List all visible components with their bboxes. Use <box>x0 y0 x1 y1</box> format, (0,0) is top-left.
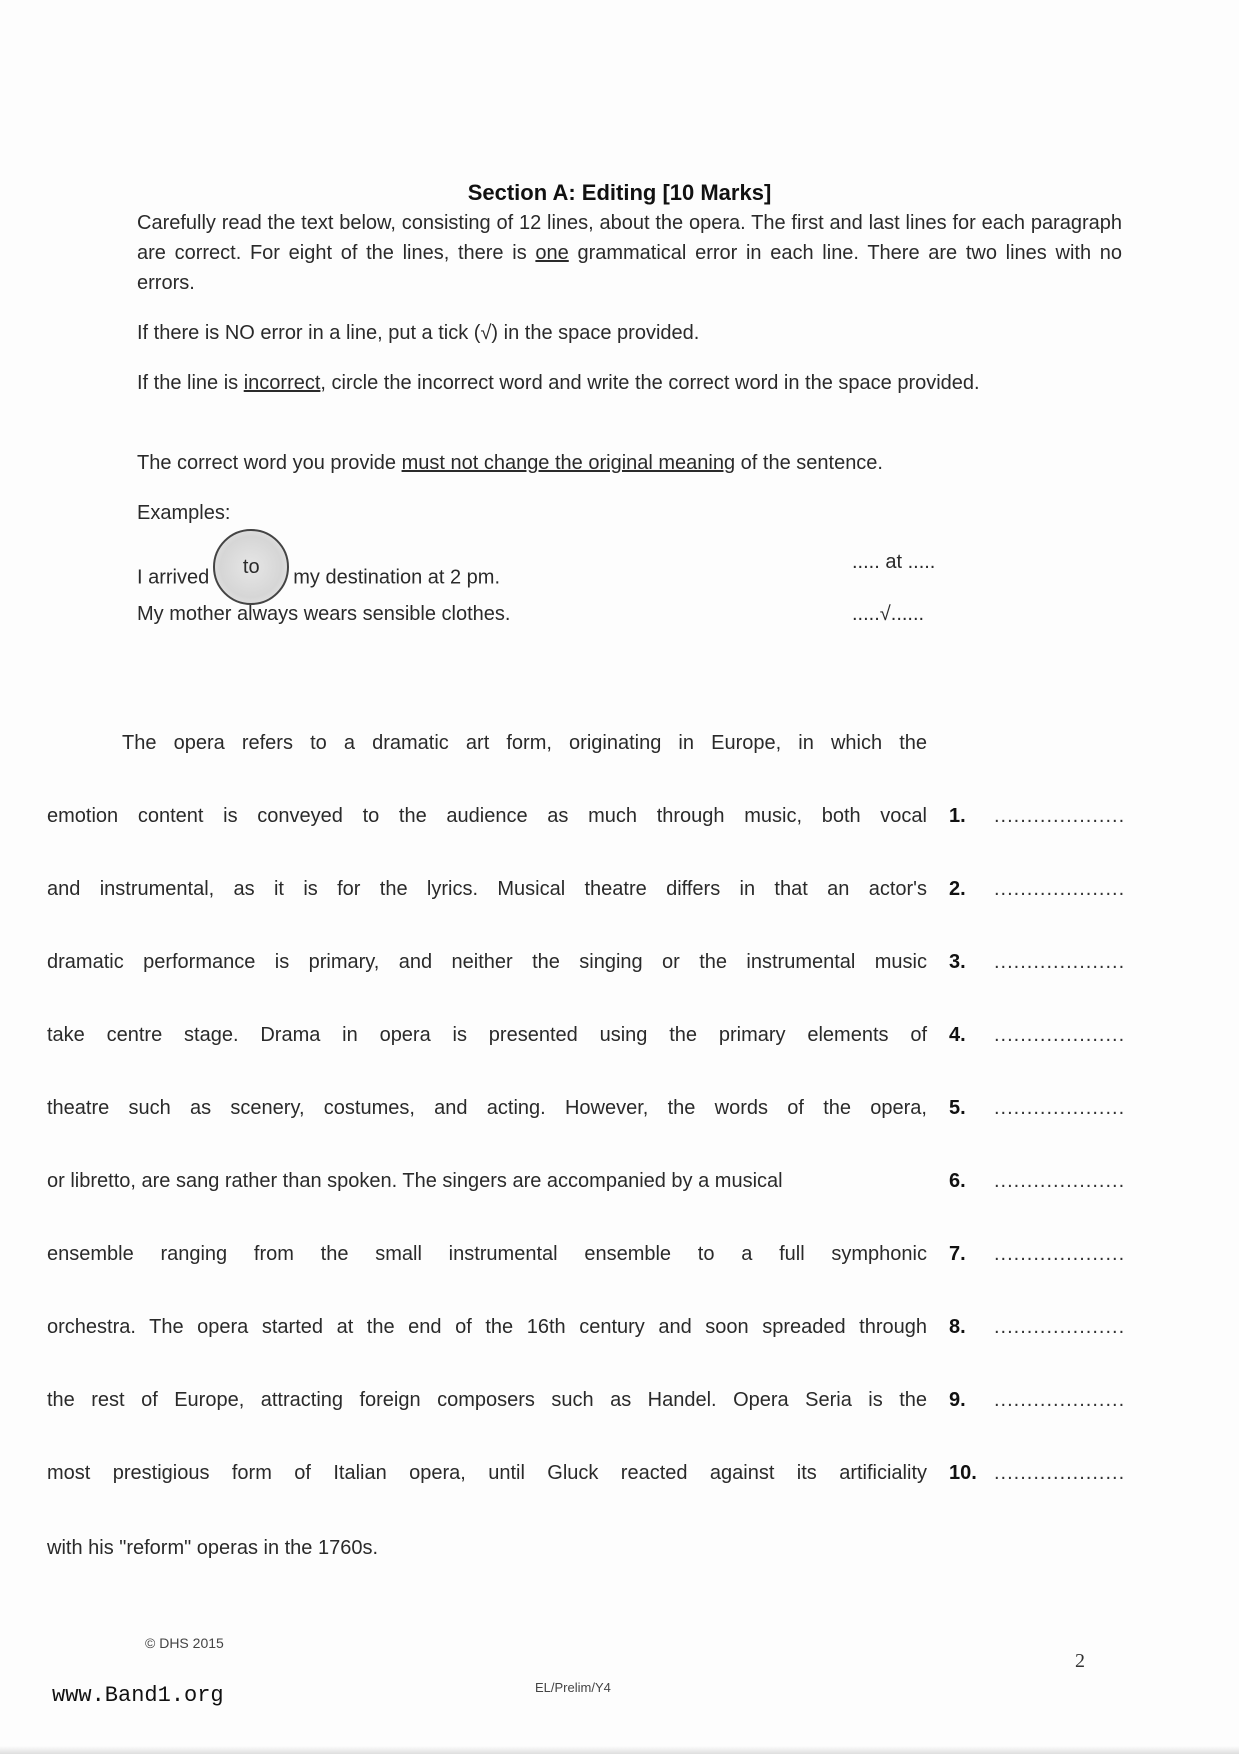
answer-blank[interactable]: .................... <box>994 1462 1126 1484</box>
passage-line-text: emotion content is conveyed to the audience as much through music, both vocal <box>47 805 927 827</box>
instruction-4-end: of the sentence. <box>735 452 883 474</box>
line-number: 1. <box>949 805 966 827</box>
passage-line-text: The opera refers to a dramatic art form, originating in Europe, in which the <box>122 732 927 754</box>
instruction-1-underlined: one <box>535 242 569 264</box>
passage-line-9 <box>47 1389 1147 1419</box>
line-number: 9. <box>949 1389 966 1411</box>
line-number: 4. <box>949 1024 966 1046</box>
passage-line-6 <box>47 1170 1147 1200</box>
page-number: 2 <box>1075 1650 1085 1672</box>
example-2-answer: .....√...... <box>852 603 925 625</box>
answer-blank[interactable]: .................... <box>994 1389 1126 1411</box>
copyright-notice: © DHS 2015 <box>145 1635 224 1651</box>
example-1-after: my destination at 2 pm. <box>293 566 501 589</box>
passage-line-4 <box>47 1024 1147 1054</box>
passage-line-10 <box>47 1462 1147 1492</box>
example-1-before: I arrived <box>137 566 210 589</box>
line-number: 10. <box>949 1462 977 1484</box>
answer-blank[interactable]: .................... <box>994 1243 1126 1265</box>
answer-blank[interactable]: .................... <box>994 1170 1126 1192</box>
instruction-4-start: The correct word you provide <box>137 452 402 474</box>
passage-line-text: with his "reform" operas in the 1760s. <box>47 1537 379 1559</box>
answer-blank[interactable]: .................... <box>994 878 1126 900</box>
website-url: www.Band1.org <box>52 1683 224 1708</box>
example-1-circled-word: to <box>213 529 289 605</box>
passage-line-text: orchestra. The opera started at the end of the 16th century and soon spreaded through <box>47 1316 927 1338</box>
passage-line-11 <box>47 1537 1147 1567</box>
passage-line-text: and instrumental, as it is for the lyrics. Musical theatre differs in that an actor's <box>47 878 927 900</box>
line-number: 2. <box>949 878 966 900</box>
line-number: 5. <box>949 1097 966 1119</box>
passage-line-text: theatre such as scenery, costumes, and acting. However, the words of the opera, <box>47 1097 927 1119</box>
scan-edge-shadow <box>0 1746 1239 1754</box>
example-row-2 <box>137 603 957 637</box>
example-row-1 <box>137 551 957 589</box>
passage-line-text: ensemble ranging from the small instrumental ensemble to a full symphonic <box>47 1243 927 1265</box>
instruction-paragraph-4 <box>137 448 1122 478</box>
passage-line-text: most prestigious form of Italian opera, until Gluck reacted against its artificiality <box>47 1462 927 1484</box>
instruction-1-end: grammatical error in each line. There are two lines with no errors. <box>137 242 1123 294</box>
answer-blank[interactable]: .................... <box>994 1097 1126 1119</box>
passage-line-5 <box>47 1097 1147 1127</box>
passage-line-0 <box>122 732 1222 762</box>
section-title: Section A: Editing [10 Marks] <box>467 180 772 205</box>
instruction-3-underlined: incorrect <box>243 372 321 394</box>
passage-line-3 <box>47 951 1147 981</box>
answer-blank[interactable]: .................... <box>994 951 1126 973</box>
line-number: 3. <box>949 951 966 973</box>
passage-line-8 <box>47 1316 1147 1346</box>
passage-line-text: dramatic performance is primary, and neither the singing or the instrumental music <box>47 951 927 973</box>
answer-blank[interactable]: .................... <box>994 805 1126 827</box>
passage-line-7 <box>47 1243 1147 1273</box>
example-1-sentence <box>137 551 500 605</box>
passage-line-2 <box>47 878 1147 908</box>
examples-label: Examples: <box>137 502 231 524</box>
passage-line-text: or libretto, are sang rather than spoken. The singers are accompanied by a musical <box>47 1170 783 1192</box>
line-number: 8. <box>949 1316 966 1338</box>
passage-line-text: the rest of Europe, attracting foreign composers such as Handel. Opera Seria is the <box>47 1389 927 1411</box>
instruction-paragraph-1 <box>137 208 1122 298</box>
example-2-sentence: My mother always wears sensible clothes. <box>137 603 511 625</box>
instruction-paragraph-3 <box>137 368 1122 398</box>
instruction-1-text: Carefully read the text below, consisting of 12 lines, about the opera. The first and last lines for each paragraph are correct. For eight of the lines, there is <box>137 212 1122 264</box>
instruction-3-start: If the line is <box>137 372 244 394</box>
line-number: 7. <box>949 1243 966 1265</box>
passage-line-1 <box>47 805 1147 835</box>
document-code: EL/Prelim/Y4 <box>535 1680 611 1695</box>
line-number: 6. <box>949 1170 966 1192</box>
instruction-paragraph-2: If there is NO error in a line, put a tick (√) in the space provided. <box>137 322 700 344</box>
passage-line-text: take centre stage. Drama in opera is presented using the primary elements of <box>47 1024 927 1046</box>
instruction-3-end: , circle the incorrect word and write the correct word in the space provided. <box>320 372 980 394</box>
answer-blank[interactable]: .................... <box>994 1316 1126 1338</box>
instruction-4-underlined: must not change the original meaning <box>401 452 736 474</box>
example-1-answer: ..... at ..... <box>852 551 936 573</box>
answer-blank[interactable]: .................... <box>994 1024 1126 1046</box>
